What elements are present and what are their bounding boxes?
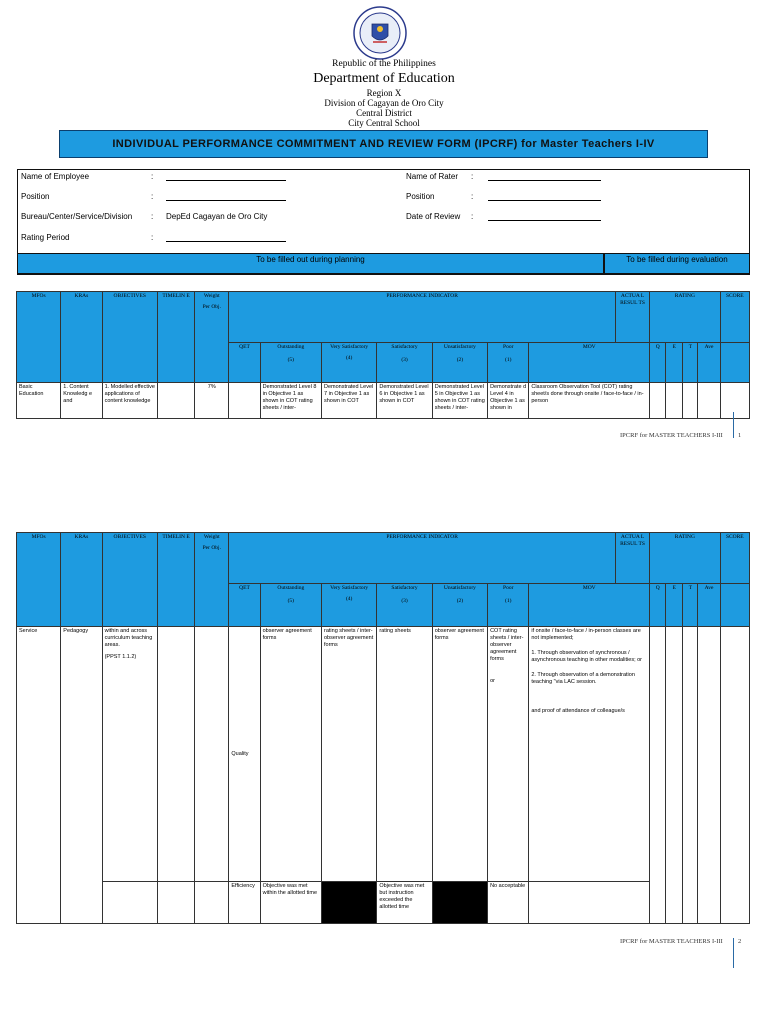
- satisfactory-label: Satisfactory: [391, 344, 418, 350]
- very-satisfactory-score: (4): [345, 355, 353, 361]
- ave-header: Ave: [698, 584, 720, 627]
- weight-cell: [195, 627, 229, 882]
- t-cell[interactable]: [683, 383, 698, 419]
- very-satisfactory-label: Very Satisfactory: [330, 585, 369, 591]
- mov-line-3: 2. Through observation of a demonstration teaching "via LAC session.: [531, 672, 635, 685]
- unsatisfactory-label: Unsatisfactory: [443, 585, 476, 591]
- eff-unsatisfactory-blacked: [432, 882, 487, 924]
- school-line: City Central School: [348, 118, 420, 128]
- name-of-rater-label: Name of Rater: [406, 172, 459, 181]
- q-header: Q: [650, 343, 666, 383]
- score-cell[interactable]: [720, 383, 749, 419]
- position-right-label: Position: [406, 192, 435, 201]
- poor-header: [488, 584, 529, 627]
- satisfactory-header: [377, 343, 432, 383]
- kras-header: KRAs: [61, 533, 102, 627]
- footer-divider: [733, 938, 734, 968]
- kras-header: KRAs: [61, 292, 102, 383]
- timeline-header: TIMELIN E: [157, 292, 194, 383]
- eff-very-satisfactory-blacked: [322, 882, 377, 924]
- colon: :: [471, 192, 474, 201]
- mov-line-1: if onsite / face-to-face / in-person classes are not implemented;: [531, 628, 641, 641]
- qet-header: QET: [229, 343, 260, 383]
- position-label: Position: [21, 192, 50, 201]
- objective-cell: 1. Modelled effective applications of content knowledge: [102, 383, 157, 419]
- very-satisfactory-cell: Demonstrated Level 7 in Objective 1 as shown in COT: [322, 383, 377, 419]
- planning-band: To be filled out during planning: [17, 253, 604, 274]
- qet-cell: [229, 383, 260, 419]
- eff-poor-cell: No acceptable: [488, 882, 529, 924]
- mov-line-2: 1. Through observation of synchronous / asynchronous teaching in other modalities; or: [531, 650, 643, 663]
- timeline-cell: [157, 383, 194, 419]
- weight-header: [195, 292, 229, 383]
- objective-code: (PPST 1.1.2): [104, 654, 137, 660]
- t-header: T: [683, 584, 698, 627]
- very-satisfactory-score: (4): [345, 596, 353, 602]
- position-field[interactable]: [166, 200, 286, 201]
- unsatisfactory-label: Unsatisfactory: [443, 344, 476, 350]
- outstanding-cell: observer agreement forms: [260, 627, 321, 882]
- t-header: T: [683, 343, 698, 383]
- weight-cell: 7%: [195, 383, 229, 419]
- department-line: Department of Education: [313, 71, 455, 86]
- rating-period-field[interactable]: [166, 241, 286, 242]
- poor-cell: Demonstrate d Level 4 in Objective 1 as shown in: [488, 383, 529, 419]
- poor-or: or: [490, 678, 495, 684]
- weight-label: Weight: [203, 293, 220, 299]
- very-satisfactory-header: [322, 343, 377, 383]
- poor-score: (1): [505, 598, 512, 604]
- poor-text: COT rating sheets / inter-observer agreement forms: [490, 628, 524, 662]
- mov-header: MOV: [529, 343, 650, 383]
- district-line: Central District: [356, 108, 412, 118]
- deped-seal-logo: [353, 6, 407, 60]
- objective-text: within and across curriculum teaching areas.: [104, 628, 153, 648]
- poor-header: [488, 343, 529, 383]
- e-cell[interactable]: [666, 383, 683, 419]
- actual-results-header: ACTUA L RESUL TS: [615, 292, 649, 343]
- unsatisfactory-header: [432, 343, 487, 383]
- footer-label: IPCRF for MASTER TEACHERS I-III: [620, 938, 723, 945]
- very-satisfactory-header: [322, 584, 377, 627]
- position-right-field[interactable]: [488, 200, 601, 201]
- e-header: E: [666, 584, 683, 627]
- mfos-header: MFOs: [17, 292, 61, 383]
- mfos-header: MFOs: [17, 533, 61, 627]
- mfo-cell: Basic Education: [17, 383, 61, 419]
- timeline-cell: [157, 627, 194, 882]
- unsatisfactory-score: (2): [456, 598, 464, 604]
- eff-outstanding-cell: Objective was met within the allotted time: [260, 882, 321, 924]
- objective-cell-2: [102, 882, 157, 924]
- outstanding-score: (5): [287, 357, 294, 363]
- timeline-cell-2: [157, 882, 194, 924]
- poor-label: Poor: [503, 344, 514, 350]
- mfo-cell: Service: [17, 627, 61, 924]
- mov-line-4: and proof of attendance of colleague/s: [531, 708, 625, 714]
- timeline-header: TIMELIN E: [157, 533, 194, 627]
- ave-cell[interactable]: [720, 627, 749, 924]
- evaluation-band: To be filled during evaluation: [604, 253, 750, 274]
- very-satisfactory-cell: rating sheets / inter-observer agreement forms: [322, 627, 377, 882]
- satisfactory-score: (3): [401, 598, 408, 604]
- outstanding-header: [260, 343, 321, 383]
- poor-score: (1): [505, 357, 512, 363]
- outstanding-cell: Demonstrated Level 8 in Objective 1 as shown in COT rating sheets / inter-: [260, 383, 321, 419]
- satisfactory-score: (3): [401, 357, 408, 363]
- q-header: Q: [650, 584, 666, 627]
- date-of-review-label: Date of Review: [406, 212, 461, 221]
- per-obj-label: Per Obj.: [202, 545, 221, 551]
- rating-header: RATING: [650, 292, 720, 343]
- bureau-label: Bureau/Center/Service/Division: [21, 212, 133, 221]
- page-number: 1: [738, 432, 742, 439]
- footer-label: IPCRF for MASTER TEACHERS I-III: [620, 432, 723, 439]
- name-of-employee-field[interactable]: [166, 180, 286, 181]
- satisfactory-cell: rating sheets: [377, 627, 432, 882]
- unsatisfactory-cell: Demonstrated Level 5 in Objective 1 as shown in COT rating sheets / inter-: [432, 383, 487, 419]
- mov-cell: Classroom Observation Tool (COT) rating sheet/s done through onsite / face-to-face / in-person: [529, 383, 650, 419]
- t-cell[interactable]: [698, 627, 720, 924]
- eff-satisfactory-cell: Objective was met but instruction exceeded the allotted time: [377, 882, 432, 924]
- rating-period-label: Rating Period: [21, 233, 70, 242]
- unsatisfactory-score: (2): [456, 357, 464, 363]
- colon: :: [151, 192, 154, 201]
- qet-header: QET: [229, 584, 260, 627]
- mov-cell: [529, 627, 650, 882]
- score-empty: [720, 343, 749, 383]
- form-title: INDIVIDUAL PERFORMANCE COMMITMENT AND REVIEW FORM (IPCRF) for Master Teachers I-IV: [112, 138, 655, 150]
- ave-header: Ave: [698, 343, 720, 383]
- eff-mov-cell: [529, 882, 650, 924]
- satisfactory-header: [377, 584, 432, 627]
- e-header: E: [666, 343, 683, 383]
- performance-indicator-header: PERFORMANCE INDICATOR: [229, 533, 616, 584]
- rating-header: RATING: [650, 533, 720, 584]
- page-number: 2: [738, 938, 742, 945]
- outstanding-score: (5): [287, 598, 294, 604]
- satisfactory-cell: Demonstrated Level 6 in Objective 1 as shown in COT: [377, 383, 432, 419]
- colon: :: [151, 172, 154, 181]
- performance-indicator-header: PERFORMANCE INDICATOR: [229, 292, 616, 343]
- ipcrf-table-page1: [16, 291, 750, 419]
- satisfactory-label: Satisfactory: [391, 585, 418, 591]
- outstanding-label: Outstanding: [277, 585, 305, 591]
- bureau-value: DepEd Cagayan de Oro City: [166, 212, 268, 221]
- objective-cell: [102, 627, 157, 882]
- score-header: SCORE: [720, 292, 749, 343]
- republic-line: Republic of the Philippines: [332, 59, 436, 69]
- actual-results-header: ACTUA L RESUL TS: [615, 533, 649, 584]
- qet-quality-cell: Quality: [229, 627, 260, 882]
- objectives-header: OBJECTIVES: [102, 533, 157, 627]
- colon: :: [471, 212, 474, 221]
- colon: :: [151, 233, 154, 242]
- division-line: Division of Cagayan de Oro City: [324, 98, 444, 108]
- score-empty: [720, 584, 749, 627]
- weight-label: Weight: [203, 534, 220, 540]
- colon: :: [151, 212, 154, 221]
- weight-header: [195, 533, 229, 627]
- poor-label: Poor: [503, 585, 514, 591]
- outstanding-label: Outstanding: [277, 344, 305, 350]
- footer-divider: [733, 412, 734, 438]
- date-of-review-field[interactable]: [488, 220, 601, 221]
- outstanding-header: [260, 584, 321, 627]
- qet-efficiency-cell: Efficiency: [229, 882, 260, 924]
- q-cell[interactable]: [650, 383, 666, 419]
- unsatisfactory-cell: observer agreement forms: [432, 627, 487, 882]
- ipcrf-table-page2: [16, 532, 750, 924]
- score-header: SCORE: [720, 533, 749, 584]
- name-of-rater-field[interactable]: [488, 180, 601, 181]
- unsatisfactory-header: [432, 584, 487, 627]
- form-title-bar: [59, 130, 708, 158]
- actual-results-cell[interactable]: [650, 627, 666, 924]
- q-cell[interactable]: [666, 627, 683, 924]
- per-obj-label: Per Obj.: [202, 304, 221, 310]
- name-of-employee-label: Name of Employee: [21, 172, 90, 181]
- objectives-header: OBJECTIVES: [102, 292, 157, 383]
- weight-cell-2: [195, 882, 229, 924]
- poor-cell: [488, 627, 529, 882]
- kra-cell: 1. Content Knowledg e and: [61, 383, 102, 419]
- very-satisfactory-label: Very Satisfactory: [330, 344, 369, 350]
- colon: :: [471, 172, 474, 181]
- e-cell[interactable]: [683, 627, 698, 924]
- region-line: Region X: [366, 88, 402, 98]
- kra-cell: Pedagogy: [61, 627, 102, 924]
- mov-header: MOV: [529, 584, 650, 627]
- ave-cell[interactable]: [698, 383, 720, 419]
